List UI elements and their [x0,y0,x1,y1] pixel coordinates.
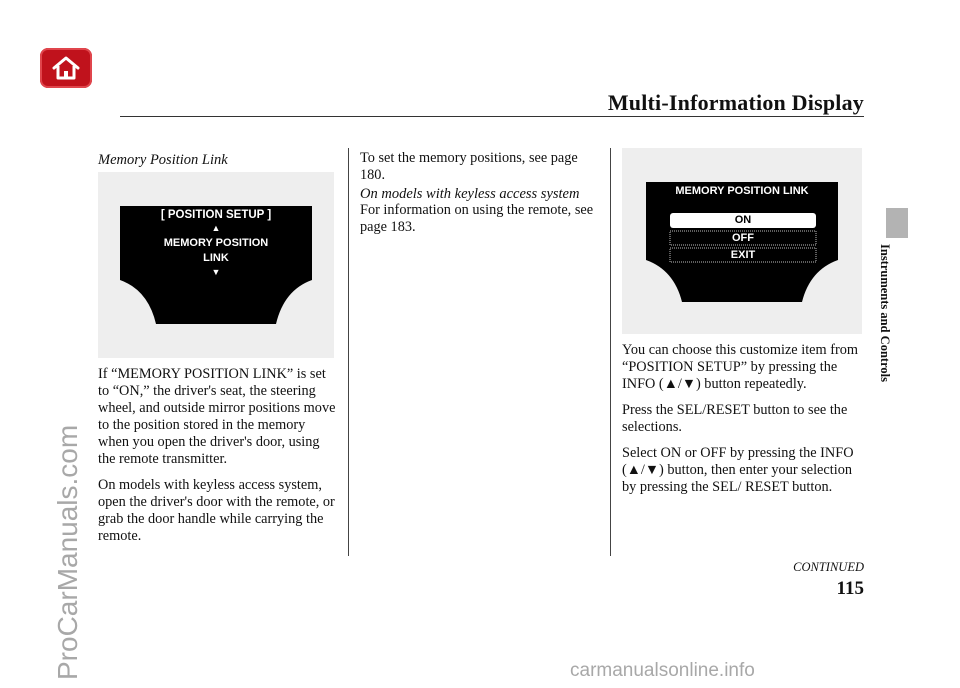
continued-label: CONTINUED [793,560,864,574]
paragraph: On models with keyless access system, open the driver's door with the remote, or grab the door handle while carrying the remote. [98,477,335,544]
screen-line-2: LINK [203,252,229,264]
paragraph: Select ON or OFF by pressing the INFO (▲/▼) button, then enter your selection by pressing the SEL/ RESET button. [622,445,854,495]
header-divider [120,116,864,117]
watermark-left: ProCarManuals.com [52,424,83,680]
section-label: Instruments and Controls [878,244,892,382]
subheading: On models with keyless access system [360,186,580,202]
home-button[interactable] [40,48,92,88]
paragraph: To set the memory positions, see page 180. [360,150,578,183]
section-tab [886,208,908,238]
paragraph: For information on using the remote, see page 183. [360,202,594,235]
display-panel-shape [98,172,334,358]
paragraph: You can choose this customize item from “POSITION SETUP” by pressing the INFO (▲/▼) button repeatedly. [622,342,858,392]
column-divider [610,148,611,556]
column-1-text [98,366,338,554]
memory-position-link-screen-image [622,148,862,334]
screen-heading: [ POSITION SETUP ] [160,209,272,221]
watermark-bottom: carmanualsonline.info [570,660,755,681]
page-number: 115 [836,578,864,599]
option-on: ON [734,214,752,226]
column-3-text [622,342,860,505]
column-divider [348,148,349,556]
paragraph: Press the SEL/RESET button to see the selections. [622,402,848,435]
image-caption: Memory Position Link [98,152,228,168]
option-exit: EXIT [730,249,756,261]
option-off: OFF [732,232,754,244]
up-arrow-icon: ▲ [211,223,221,233]
paragraph: If “MEMORY POSITION LINK” is set to “ON,” the driver's seat, the steering wheel, and outside mirror positions move to the position stored in the memory when you open the driver's door, using the remote transmitter. [98,366,336,467]
down-arrow-icon: ▼ [211,267,221,277]
screen-line-1: MEMORY POSITION [163,237,269,249]
home-icon [51,55,81,81]
column-2-text [360,150,600,245]
page-title: Multi-Information Display [607,90,864,115]
position-setup-screen-image [98,172,334,358]
screen-title: MEMORY POSITION LINK [675,185,809,197]
